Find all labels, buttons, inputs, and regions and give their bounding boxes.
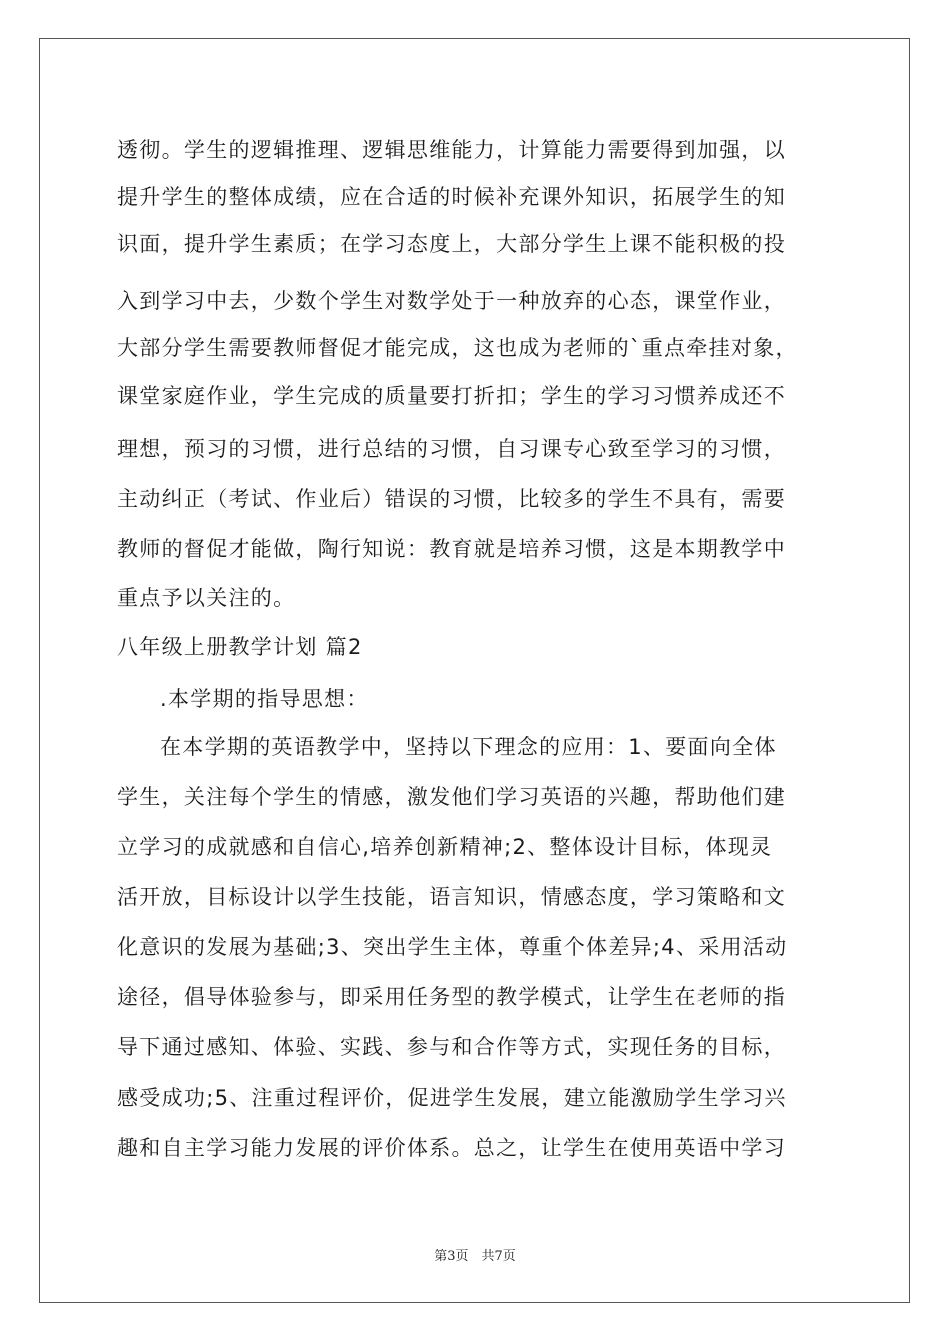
section-heading: 八年级上册教学计划 篇2 <box>117 635 363 659</box>
paragraph-line: 活开放，目标设计以学生技能，语言知识，情感态度，学习策略和文 <box>117 885 786 909</box>
paragraph-line: 提升学生的整体成绩，应在合适的时候补充课外知识，拓展学生的知 <box>117 185 786 209</box>
paragraph-line: 在本学期的英语教学中，坚持以下理念的应用：1、要面向全体 <box>160 735 777 759</box>
subheading: .本学期的指导思想： <box>160 687 369 711</box>
paragraph-line: 识面，提升学生素质；在学习态度上，大部分学生上课不能积极的投 <box>117 232 786 256</box>
paragraph-line: 重点予以关注的。 <box>117 586 296 610</box>
paragraph-line: 导下通过感知、体验、实践、参与和合作等方式，实现任务的目标， <box>117 1035 786 1059</box>
paragraph-line: 入到学习中去，少数个学生对数学处于一种放弃的心态，课堂作业， <box>117 289 786 313</box>
paragraph-line: 教师的督促才能做，陶行知说：教育就是培养习惯，这是本期教学中 <box>117 537 786 561</box>
paragraph-line: 感受成功;5、注重过程评价，促进学生发展，建立能激励学生学习兴 <box>117 1086 787 1110</box>
paragraph-line: 立学习的成就感和自信心,培养创新精神;2、整体设计目标，体现灵 <box>117 835 773 859</box>
paragraph-line: 透彻。学生的逻辑推理、逻辑思维能力，计算能力需要得到加强，以 <box>117 138 786 162</box>
page-number: 第3页 共7页 <box>434 1249 516 1264</box>
paragraph-line: 课堂家庭作业，学生完成的质量要打折扣；学生的学习习惯养成还不 <box>117 384 786 408</box>
paragraph-line: 化意识的发展为基础;3、突出学生主体，尊重个体差异;4、采用活动 <box>117 935 788 959</box>
paragraph-line: 大部分学生需要教师督促才能完成，这也成为老师的`重点牵挂对象， <box>117 336 798 360</box>
paragraph-line: 趣和自主学习能力发展的评价体系。总之，让学生在使用英语中学习 <box>117 1136 786 1160</box>
page-border <box>39 38 910 1303</box>
paragraph-line: 学生，关注每个学生的情感，激发他们学习英语的兴趣，帮助他们建 <box>117 785 786 809</box>
paragraph-line: 途径，倡导体验参与，即采用任务型的教学模式，让学生在老师的指 <box>117 985 786 1009</box>
paragraph-line: 理想，预习的习惯，进行总结的习惯，自习课专心致至学习的习惯， <box>117 437 786 461</box>
paragraph-line: 主动纠正（考试、作业后）错误的习惯，比较多的学生不具有，需要 <box>117 487 786 511</box>
